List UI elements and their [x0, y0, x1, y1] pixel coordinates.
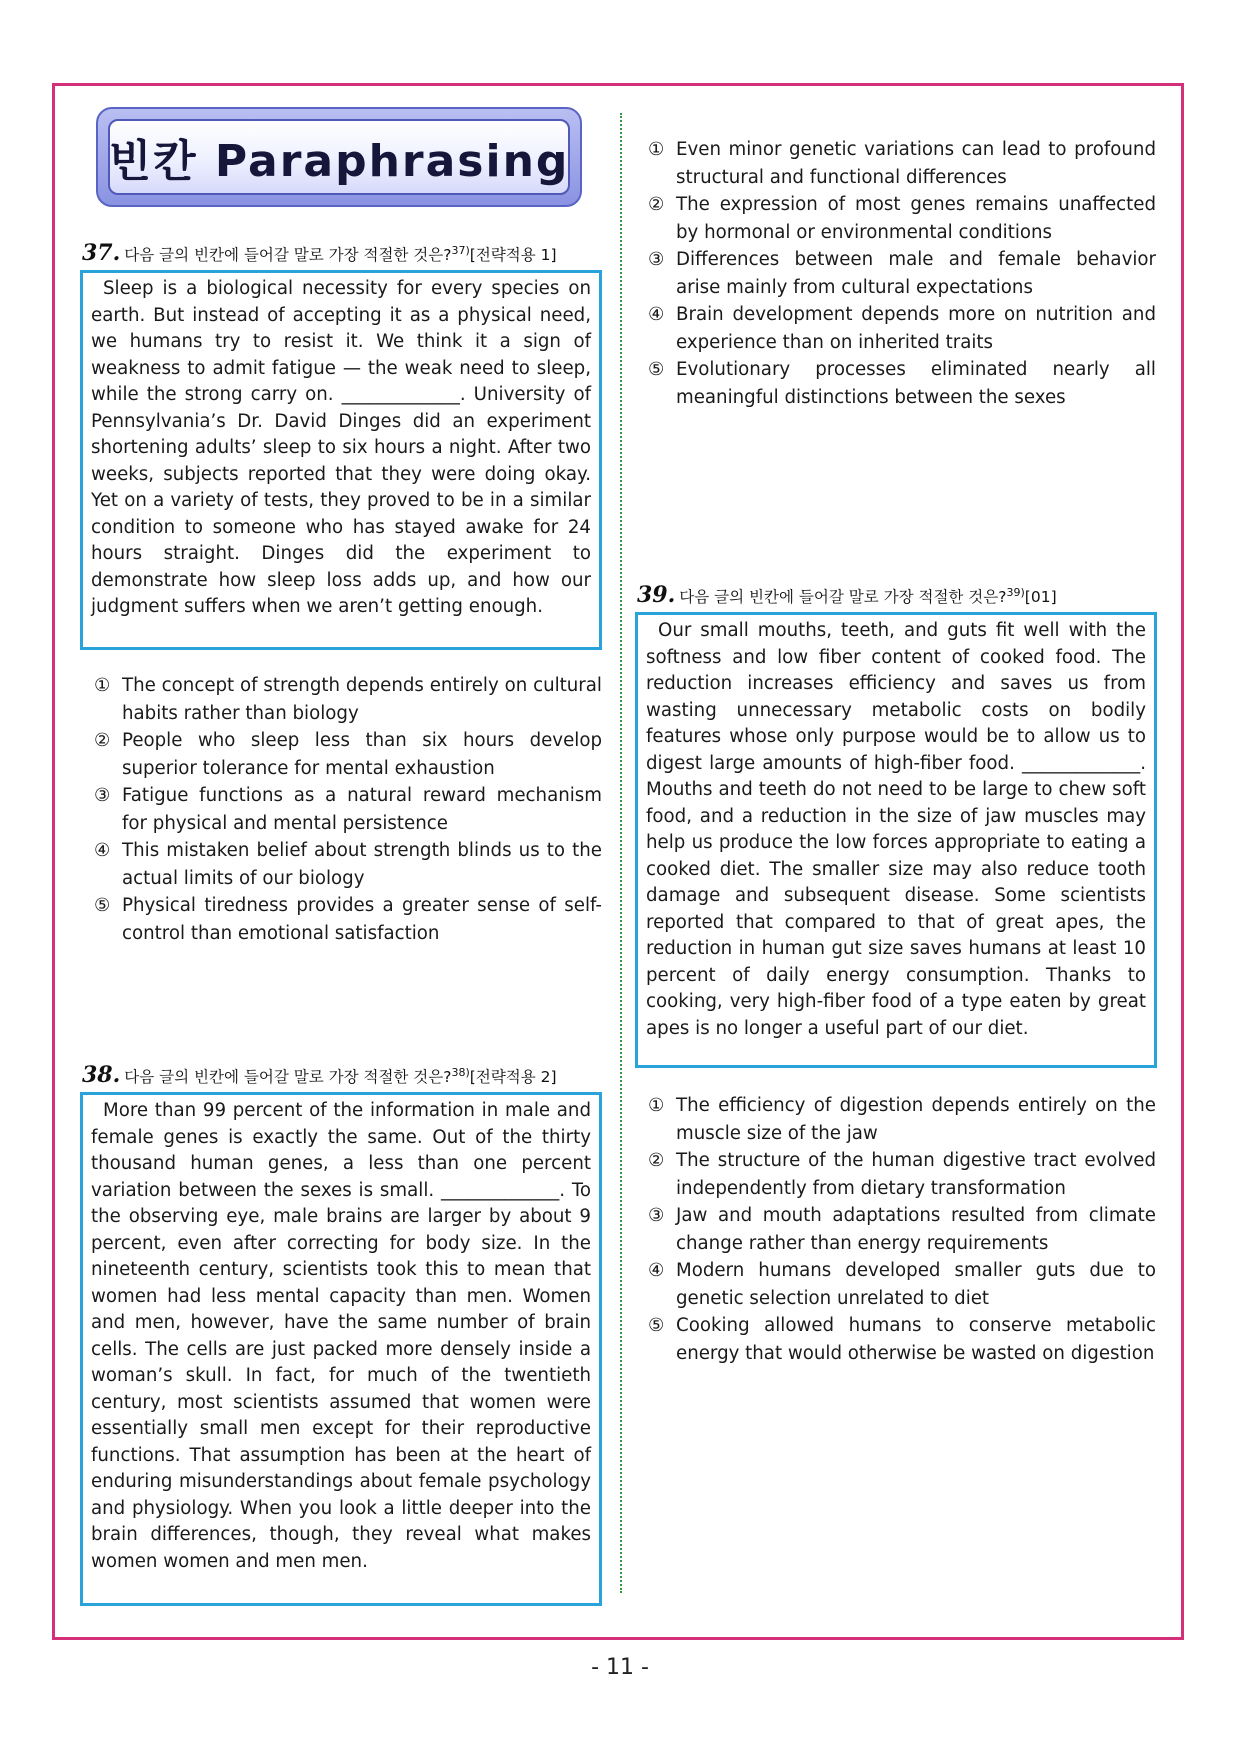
option-number: ⑤ [648, 359, 665, 380]
option-number: ⑤ [648, 1315, 665, 1336]
question-39-options [648, 1092, 1156, 1367]
option-number: ② [648, 1150, 665, 1171]
passage-text: More than 99 percent of the information in male and female genes is exactly the same. Out of the thirty thousand human genes, a less than one percent variation between the sexes is small. _____________. To the observing eye, male brains are larger by about 9 percent, even after correcting for body size. In the nineteenth century, scientists took this to mean that women had less mental capacity than men. Women and men, however, have the same number of brain cells. The cells are just packed more densely inside a woman’s skull. In fact, for much of the twentieth century, most scientists assumed that women were essentially small men except for their reproductive functions. That assumption has been at the heart of enduring misunderstandings about female psychology and physiology. When you look a little deeper into the brain differences, though, they reveal what makes women women and men men. [91, 1100, 591, 1572]
option-number: ④ [94, 840, 111, 861]
option-number: ④ [648, 1260, 665, 1281]
question-39-passage [635, 612, 1157, 1068]
question-ref: 37) [451, 243, 470, 257]
option-3[interactable] [648, 246, 1156, 301]
option-3[interactable] [648, 1202, 1156, 1257]
option-text: Brain development depends more on nutrition and experience than on inherited traits [676, 304, 1156, 353]
option-text: Differences between male and female behavior arise mainly from cultural expectations [676, 249, 1156, 298]
section-title: 빈칸 Paraphrasing [108, 136, 570, 187]
question-37-passage [80, 270, 602, 650]
option-text: People who sleep less than six hours develop superior tolerance for mental exhaustion [122, 730, 602, 779]
option-number: ② [648, 194, 665, 215]
option-text: This mistaken belief about strength blinds us to the actual limits of our biology [122, 840, 602, 889]
option-number: ① [648, 1095, 665, 1116]
passage-text: Sleep is a biological necessity for every species on earth. But instead of accepting it as a physical need, we humans try to resist it. We think it a sign of weakness to admit fatigue — the weak need to sleep, while the strong carry on. _____________. University of Pennsylvania’s Dr. David Dinges did an experiment shortening adults’ sleep to six hours a night. After two weeks, subjects reported that they were doing okay. Yet on a variety of tests, they proved to be in a similar condition to someone who has stayed awake for 24 hours straight. Dinges did the experiment to demonstrate how sleep loss adds up, and how our judgment suffers when we aren’t getting enough. [91, 278, 591, 617]
question-38-header [82, 1062, 557, 1088]
question-prompt: 다음 글의 빈칸에 들어갈 말로 가장 적절한 것은? [124, 1068, 452, 1086]
option-4[interactable] [648, 1257, 1156, 1312]
question-prompt: 다음 글의 빈칸에 들어갈 말로 가장 적절한 것은? [124, 246, 452, 264]
question-prompt: 다음 글의 빈칸에 들어갈 말로 가장 적절한 것은? [679, 588, 1007, 606]
option-number: ⑤ [94, 895, 111, 916]
option-2[interactable] [648, 1147, 1156, 1202]
question-38-options [648, 136, 1156, 411]
question-37-header [82, 240, 557, 266]
option-text: The structure of the human digestive tract evolved independently from dietary transformation [676, 1150, 1156, 1199]
question-38-passage [80, 1092, 602, 1606]
question-number: 37. [82, 240, 121, 266]
option-1[interactable] [648, 136, 1156, 191]
option-1[interactable] [94, 672, 602, 727]
question-39-header [637, 582, 1057, 608]
question-tag: [전략적용 2] [469, 1068, 557, 1086]
option-text: Cooking allowed humans to conserve metabolic energy that would otherwise be wasted on digestion [676, 1315, 1156, 1364]
passage-text: Our small mouths, teeth, and guts fit well with the softness and low fiber content of cooked food. The reduction increases efficiency and saves us from wasting unnecessary metabolic costs on bodily features whose only purpose would be to allow us to digest large amounts of high-fiber food. _____________. Mouths and teeth do not need to be large to chew soft food, and a reduction in the size of jaw muscles may help us produce the low forces appropriate to eating a cooked diet. The smaller size may also reduce tooth damage and subsequent disease. Some scientists reported that compared to that of great apes, the reduction in human gut size saves humans at least 10 percent of daily energy consumption. Thanks to cooking, very high-fiber food of a type eaten by great apes is no longer a useful part of our diet. [646, 620, 1146, 1039]
option-text: The expression of most genes remains unaffected by hormonal or environmental conditions [676, 194, 1156, 243]
option-text: The concept of strength depends entirely on cultural habits rather than biology [122, 675, 602, 724]
option-5[interactable] [648, 1312, 1156, 1367]
option-4[interactable] [94, 837, 602, 892]
option-number: ③ [648, 1205, 665, 1226]
question-tag: [01] [1024, 588, 1057, 606]
question-37-options [94, 672, 602, 947]
column-divider [620, 113, 622, 1593]
option-text: Jaw and mouth adaptations resulted from climate change rather than energy requirements [676, 1205, 1156, 1254]
option-number: ① [94, 675, 111, 696]
option-text: Modern humans developed smaller guts due to genetic selection unrelated to diet [676, 1260, 1156, 1309]
option-number: ④ [648, 304, 665, 325]
page-number: - 11 - [591, 1655, 649, 1680]
option-number: ③ [648, 249, 665, 270]
question-ref: 39) [1006, 585, 1025, 599]
option-2[interactable] [648, 191, 1156, 246]
option-number: ② [94, 730, 111, 751]
option-3[interactable] [94, 782, 602, 837]
option-text: The efficiency of digestion depends entirely on the muscle size of the jaw [676, 1095, 1156, 1144]
option-1[interactable] [648, 1092, 1156, 1147]
option-5[interactable] [648, 356, 1156, 411]
option-text: Evolutionary processes eliminated nearly all meaningful distinctions between the sexes [676, 359, 1156, 408]
section-title-banner [96, 107, 582, 207]
option-text: Physical tiredness provides a greater sense of self-control than emotional satisfaction [122, 895, 602, 944]
option-2[interactable] [94, 727, 602, 782]
option-number: ① [648, 139, 665, 160]
option-5[interactable] [94, 892, 602, 947]
option-text: Fatigue functions as a natural reward mechanism for physical and mental persistence [122, 785, 602, 834]
option-text: Even minor genetic variations can lead to profound structural and functional differences [676, 139, 1156, 188]
question-tag: [전략적용 1] [469, 246, 557, 264]
section-title-inner [108, 119, 570, 195]
question-number: 39. [637, 582, 676, 608]
option-4[interactable] [648, 301, 1156, 356]
option-number: ③ [94, 785, 111, 806]
question-ref: 38) [451, 1065, 470, 1079]
question-number: 38. [82, 1062, 121, 1088]
